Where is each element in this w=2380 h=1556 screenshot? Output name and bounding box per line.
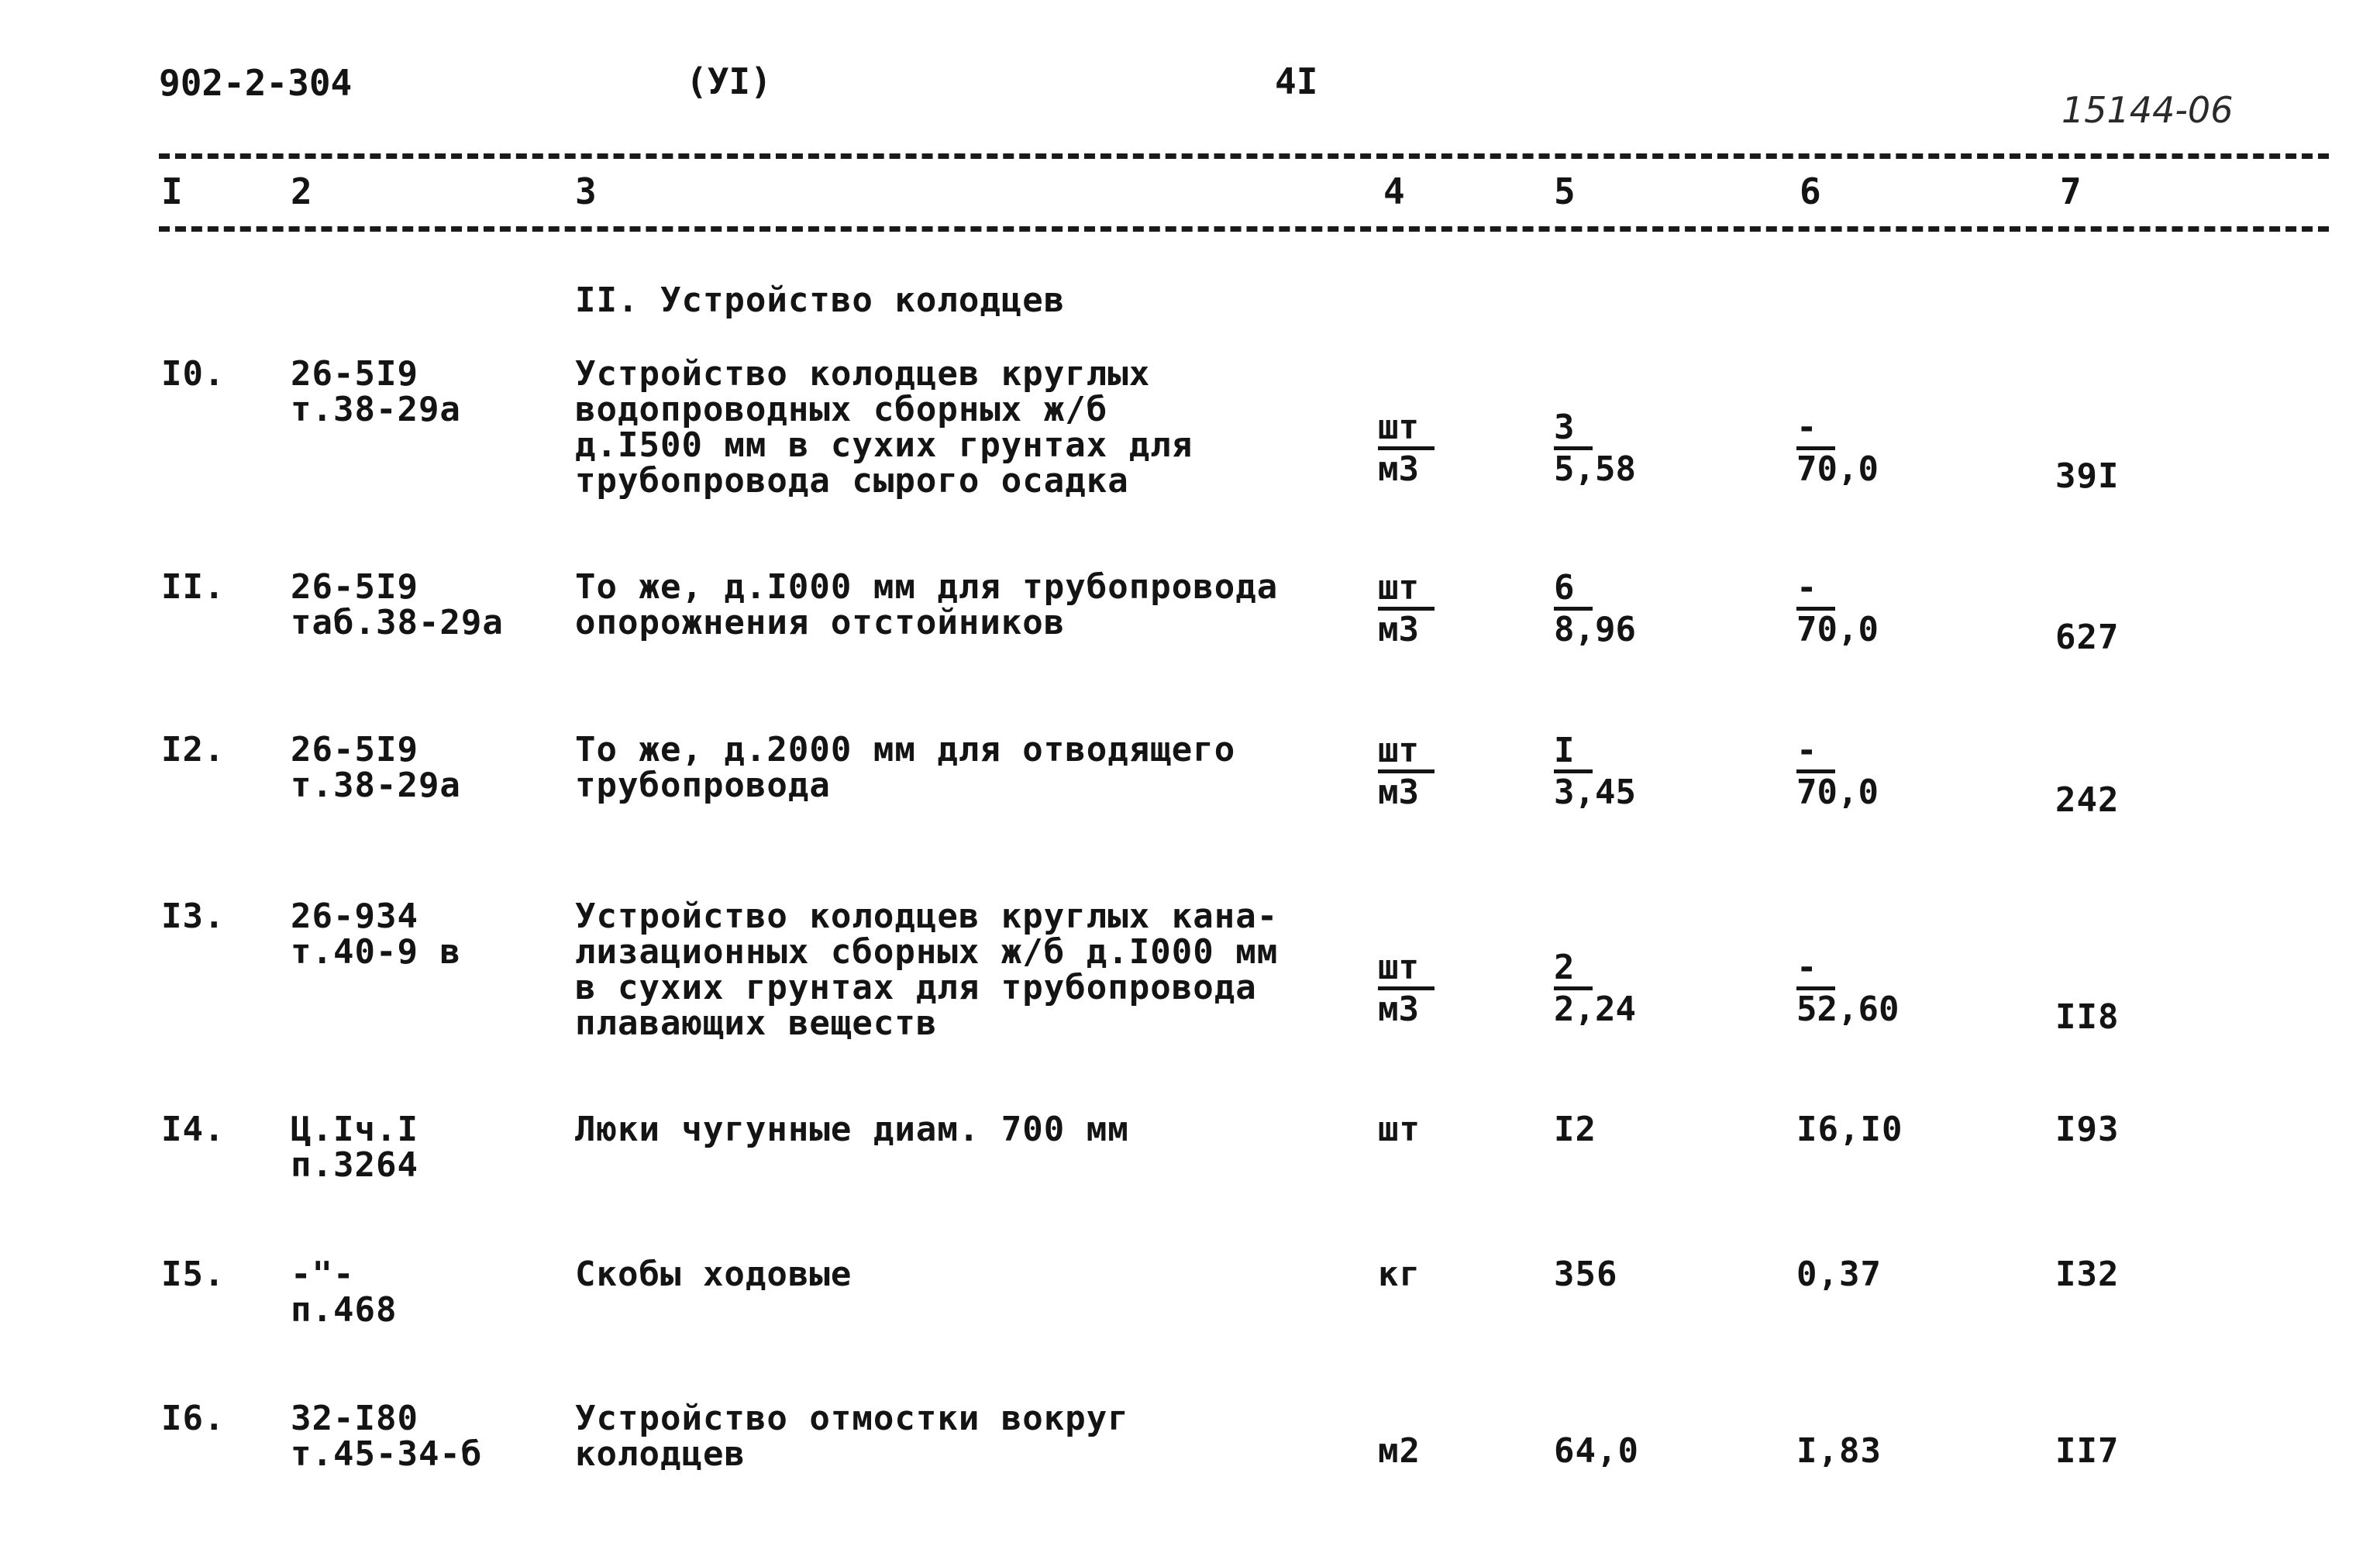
row-unit-price: - 70,0 xyxy=(1796,408,1879,489)
row-unit: кг xyxy=(1378,1255,1421,1294)
column-header-4: 4 xyxy=(1383,170,1405,212)
row-description: Люки чугунные диам. 700 мм xyxy=(575,1110,1129,1149)
row-quantity: 64,0 xyxy=(1554,1431,1639,1471)
column-header-1: I xyxy=(161,170,183,212)
page-number: 4I xyxy=(1275,60,1318,102)
row-unit-price: - 52,60 xyxy=(1796,948,1900,1029)
column-header-7: 7 xyxy=(2060,170,2082,212)
row-unit: шт xyxy=(1378,1110,1421,1149)
row-unit: шт м3 xyxy=(1378,570,1435,649)
row-unit: шт м3 xyxy=(1378,409,1435,489)
row-code: 26-934 т.40-9 в xyxy=(291,897,461,972)
row-number: I4. xyxy=(161,1110,226,1149)
column-header-6: 6 xyxy=(1800,170,1821,212)
column-header-5: 5 xyxy=(1554,170,1576,212)
row-description: То же, д.2000 мм для отводящего трубопровода xyxy=(575,730,1236,805)
row-number: I5. xyxy=(161,1255,226,1294)
row-quantity: $\frac{6}{8,96}$ xyxy=(1554,568,1636,649)
row-code: 26-5I9 таб.38-29а xyxy=(291,567,504,642)
document-part: (УI) xyxy=(686,60,772,102)
row-unit-price: - 70,0 xyxy=(1796,731,1879,812)
row-code: 26-5I9 т.38-29а xyxy=(291,730,461,805)
row-number: I6. xyxy=(161,1399,226,1438)
document-code: 902-2-304 xyxy=(159,62,353,104)
row-unit-price: I,83 xyxy=(1796,1431,1882,1471)
row-unit: шт м3 xyxy=(1378,732,1435,812)
row-code: Ц.Iч.I п.3264 xyxy=(291,1110,418,1185)
row-description: Скобы ходовые xyxy=(575,1255,852,1294)
row-description: То же, д.I000 мм для трубопровода опорожнения отстойников xyxy=(575,567,1279,642)
row-unit: шт м3 xyxy=(1378,949,1435,1029)
section-title: II. Устройство колодцев xyxy=(575,281,1066,320)
row-description: Устройство колодцев круглых кана- лизационных сборных ж/б д.I000 мм в сухих грунтах для трубопровода плавающих веществ xyxy=(575,897,1279,1043)
row-code: 32-I80 т.45-34-б xyxy=(291,1399,483,1474)
row-code: -"- п.468 xyxy=(291,1255,398,1330)
column-header-3: 3 xyxy=(575,170,597,212)
row-quantity: $\frac{3}{5,58}$ xyxy=(1554,408,1636,489)
row-total: II7 xyxy=(2055,1431,2120,1471)
row-quantity: 356 xyxy=(1554,1255,1618,1294)
header-rule-bottom xyxy=(159,226,2329,232)
row-number: I2. xyxy=(161,730,226,769)
row-number: II. xyxy=(161,567,226,607)
row-description: Устройство колодцев круглых водопроводных сборных ж/б д.I500 мм в сухих грунтах для трубопровода сырого осадка xyxy=(575,354,1193,501)
column-header-2: 2 xyxy=(291,170,312,212)
row-total: 627 xyxy=(2055,618,2120,657)
row-quantity: $\frac{I}{3,45}$ xyxy=(1554,731,1636,812)
row-number: I0. xyxy=(161,354,226,394)
row-quantity: I2 xyxy=(1554,1110,1596,1149)
row-total: 39I xyxy=(2055,456,2120,496)
row-unit-price: - 70,0 xyxy=(1796,568,1879,649)
row-total: I93 xyxy=(2055,1110,2120,1149)
archive-stamp: 15144-06 xyxy=(2061,89,2234,131)
row-code: 26-5I9 т.38-29а xyxy=(291,354,461,429)
row-total: I32 xyxy=(2055,1255,2120,1294)
row-unit: м2 xyxy=(1378,1431,1421,1471)
row-quantity: $\frac{2}{2,24}$ xyxy=(1554,948,1636,1029)
row-unit-price: I6,I0 xyxy=(1796,1110,1903,1149)
row-number: I3. xyxy=(161,897,226,936)
row-unit-price: 0,37 xyxy=(1796,1255,1882,1294)
header-rule-top xyxy=(159,153,2329,159)
row-total: II8 xyxy=(2055,997,2120,1037)
row-total: 242 xyxy=(2055,780,2120,820)
row-description: Устройство отмостки вокруг колодцев xyxy=(575,1399,1129,1474)
